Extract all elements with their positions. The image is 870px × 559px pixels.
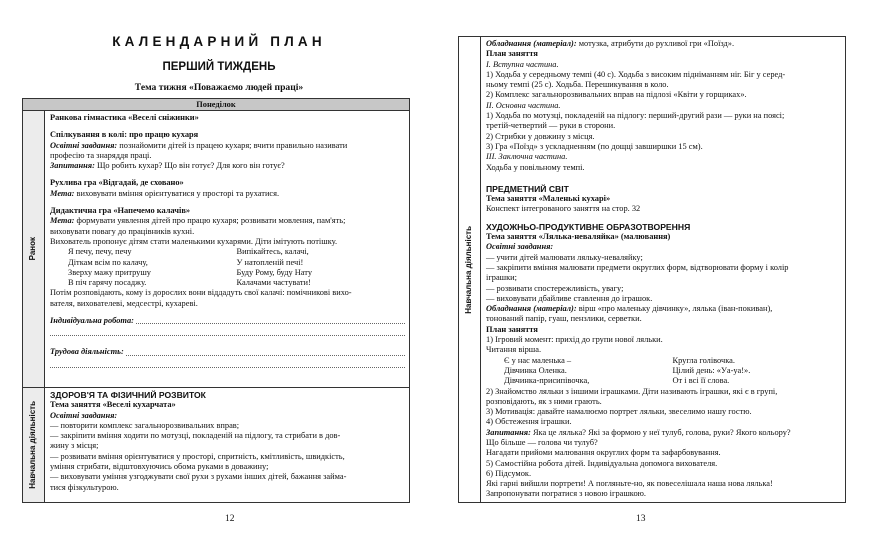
art-questions: Запитання: Яка це лялька? Які за формою у неї тулуб, голова, руки? Якого кольору? xyxy=(486,427,791,437)
art-poem-block: Є у нас маленька – Дівчинка Оленка. Дівчинка-присипівочка, Кругла голівочка. Цілий день: «Уа-уа!». От і всі її слова. xyxy=(504,355,751,386)
art-equipment: Обладнання (матеріал): вірш «про маленьку дівчинку», лялька (іван-покиван), xyxy=(486,304,773,314)
study-side-cell-right xyxy=(459,37,481,503)
talk-title: Спілкування в колі: про працю кухаря xyxy=(50,130,199,140)
day-header: Понеділок xyxy=(23,99,410,111)
didactic-goal: Мета: формувати уявлення дітей про працю кухаря; розвивати мовлення, пам'ять; xyxy=(50,216,346,226)
calendar-plan-title: КАЛЕНДАРНИЙ ПЛАН xyxy=(112,34,326,49)
right-content: Обладнання (матеріал): мотузка, атрибути до рухливої гри «Поїзд». План заняття I. Вступна частина. 1) Ходьба у середньому темпі (40 с). Ходьба з високим підніманням ніг. Біг у серед- ньому темпі (25 с). Ходьба. Перешикування в коло. 2) Комплекс загальнорозвивальних вправ на підлозі «Квіти у горщиках». II. Основна частина. 1) Ходьба по мотузці, покладеній на підлогу: перший-другий рази — руки на поясі; третій-четвертий — руки в сторони. 2) Стрибки у довжину з місця. 3) Гра «Поїзд» з ускладненням (по дощці завширшки 15 см). III. Заключна частина. Ходьба у повільному темпі. ПРЕДМЕТНИЙ СВІТ Тема заняття «Маленькі кухарі» Конспект інтегрованого заняття на стор. 32 ХУДОЖНЬО-ПРОДУКТИВНЕ ОБРАЗОТВОРЕННЯ Тема заняття «Лялька-неваляйка» (малювання) Освітні завдання: — учити дітей малювати ляльку-неваляйку; — закріпити вміння малювати предмети округлих форм, відтворювати форму і колір іграшки; — розвивати спостережливість, увагу; — виховувати дбайливе ставлення до іграшок. Обладнання (матеріал): вірш «про маленьку дівчинку», лялька (іван-покиван), тонований папір, гуаш, пензлики, серветки. План заняття 1) Ігровий момент: прихід до групи нової ляльки. Читання вірша. Є у нас маленька – Дівчинка Оленка. Дівчинка-присипівочка, Кругла голівочка. Цілий день: «Уа-уа!». От і всі її слова. 2) Знайомство ляльки з іншими іграшками. Діти називають іграшки, які є в групі, розповідають, як з ними грають. 3) Мотивація: давайте намалюємо портрет ляльки, звеселимо нашу гостю. 4) Обстеження іграшки. Запитання: Яка це лялька? Які за формою у неї тулуб, голова, руки? Якого кольору? Що більше — голова чи тулуб? Нагадати прийоми малювання округлих форм та зафарбовування. 5) Самостійна робота дітей. Індивідуальна допомога вихователя. 6) Підсумок. Які гарні вийшли портрети! А погляньте-но, як повеселішала наша нова лялька! Запропонувати погратися з новою іграшкою. xyxy=(481,37,846,503)
morning-label: Ранок xyxy=(28,237,38,261)
morning-content: Ранкова гімнастика «Веселі сніжинки» Спілкування в колі: про працю кухаря Освітні завдання: познайомити дітей із працею кухаря; вчити правильно називати професію та знаряддя праці. Запитання: Що робить кухар? Що він готує? Для кого він готує? Рухлива гра «Відгадай, де сховано» Мета: виховувати вміння орієнтуватися у просторі та рухатися. Дидактична гра «Напечемо калачів» Мета: формувати уявлення дітей про працю кухаря; розвивати мовлення, пам'ять; виховувати повагу до працівників кухні. Вихователь пропонує дітям стати маленькими кухарями. Діти імітують потішку. Я печу, печу, печу Діткам всім по калачу, Зверху мажу притрушу В піч гарячу посаджу. Випікайтесь, калачі, У натопленій печі! Буду Рому, буду Нату Калачами частувати! Потім розповідають, кому із дорослих вони віддадуть свої калачі: помічникові вихо- вателя, вихователеві, медсестрі, кухареві. Індивідуальна робота: Трудова діяльність: xyxy=(45,111,410,388)
left-plan-table xyxy=(22,98,410,503)
health-content: ЗДОРОВ'Я ТА ФІЗИЧНИЙ РОЗВИТОК Тема заняття «Веселі кухарчата» Освітні завдання: — повторити комплекс загальнорозвивальних вправ; — закріпити вміння ходити по мотузці, покладеній на підлогу, та стрибати в дов- жину з місця; — розвивати вміння орієнтуватися у просторі, спритність, кмітливість, швидкість, уміння стрибати, відштовхуючись обома руками в доважину; — виховувати уміння узгоджувати свої рухи з рухами інших дітей, бажання займа- тися фізкультурою. xyxy=(45,388,410,503)
didactic-title: Дидактична гра «Напечемо калачів» xyxy=(50,206,191,216)
game-goal: Мета: виховувати вміння орієнтуватися у просторі та рухатися. xyxy=(50,188,280,198)
talk-tasks: Освітні завдання: познайомити дітей із працею кухаря; вчити правильно називати xyxy=(50,140,348,150)
health-lesson: Тема заняття «Веселі кухарчата» xyxy=(50,400,176,410)
right-plan-table xyxy=(458,36,846,503)
health-section-title: ЗДОРОВ'Я ТА ФІЗИЧНИЙ РОЗВИТОК xyxy=(50,390,206,400)
study-side-cell xyxy=(23,388,45,503)
art-section-title: ХУДОЖНЬО-ПРОДУКТИВНЕ ОБРАЗОТВОРЕННЯ xyxy=(486,221,691,232)
equipment-line: Обладнання (матеріал): мотузка, атрибути до рухливої гри «Поїзд». xyxy=(486,39,735,48)
labor-activity-field[interactable]: Трудова діяльність: xyxy=(50,347,405,357)
individual-work-field[interactable]: Індивідуальна робота: xyxy=(50,316,405,326)
week-theme: Тема тижня «Поважаємо людей праці» xyxy=(134,82,304,93)
page-number-right: 13 xyxy=(636,514,646,524)
week-title: ПЕРШИЙ ТИЖДЕНЬ xyxy=(162,61,276,73)
talk-questions: Запитання: Що робить кухар? Що він готує? Для кого він готує? xyxy=(50,161,285,171)
subject-section-title: ПРЕДМЕТНИЙ СВІТ xyxy=(486,183,569,194)
study-label-right: Навчальна діяльність xyxy=(464,225,474,314)
gym-title: Ранкова гімнастика «Веселі сніжинки» xyxy=(50,113,199,122)
page-number-left: 12 xyxy=(225,514,235,524)
study-label: Навчальна діяльність xyxy=(28,401,38,489)
morning-side-cell xyxy=(23,111,45,388)
game-title: Рухлива гра «Відгадай, де сховано» xyxy=(50,178,184,188)
poem-block: Я печу, печу, печу Діткам всім по калачу, Зверху мажу притрушу В піч гарячу посаджу. Випікайтесь, калачі, У натопленій печі! Буду Рому, буду Нату Калачами частувати! xyxy=(68,247,313,288)
